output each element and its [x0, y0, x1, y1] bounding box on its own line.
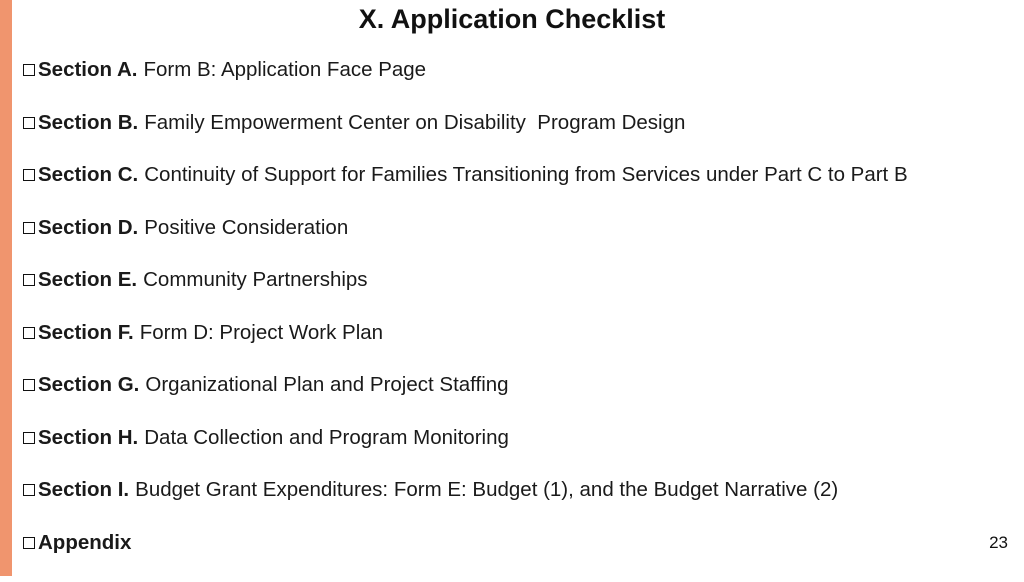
checkbox-icon	[23, 379, 35, 391]
checklist-item	[22, 530, 908, 582]
checkbox-icon	[23, 64, 35, 76]
section-label: Appendix	[38, 530, 131, 556]
checklist-item	[22, 57, 908, 110]
section-text: Form B: Application Face Page	[143, 57, 426, 83]
section-text: Budget Grant Expenditures: Form E: Budget (1), and the Budget Narrative (2)	[135, 477, 838, 503]
section-label: Section I.	[38, 477, 129, 503]
section-text: Community Partnerships	[143, 267, 367, 293]
page-title: X. Application Checklist	[0, 4, 1024, 35]
checkbox-icon	[23, 484, 35, 496]
checkbox-icon	[23, 222, 35, 234]
checklist-item	[22, 320, 908, 373]
page-number: 23	[989, 533, 1008, 553]
checklist-item	[22, 110, 908, 163]
section-text: Data Collection and Program Monitoring	[144, 425, 509, 451]
section-label: Section F.	[38, 320, 134, 346]
checkbox-icon	[23, 432, 35, 444]
section-label: Section C.	[38, 162, 138, 188]
section-text: Family Empowerment Center on Disability Program Design	[144, 110, 685, 136]
section-label: Section G.	[38, 372, 139, 398]
section-label: Section E.	[38, 267, 137, 293]
section-text: Organizational Plan and Project Staffing	[145, 372, 508, 398]
section-label: Section A.	[38, 57, 137, 83]
checklist-item	[22, 477, 908, 530]
checklist	[22, 57, 908, 582]
section-text: Form D: Project Work Plan	[140, 320, 383, 346]
checklist-item	[22, 162, 908, 215]
checklist-item	[22, 267, 908, 320]
checklist-item	[22, 425, 908, 478]
checklist-item	[22, 215, 908, 268]
checkbox-icon	[23, 537, 35, 549]
checkbox-icon	[23, 117, 35, 129]
section-text: Continuity of Support for Families Transitioning from Services under Part C to Part B	[144, 162, 907, 188]
section-label: Section H.	[38, 425, 138, 451]
checkbox-icon	[23, 327, 35, 339]
section-label: Section B.	[38, 110, 138, 136]
checklist-item	[22, 372, 908, 425]
accent-bar	[0, 0, 12, 576]
checkbox-icon	[23, 169, 35, 181]
section-label: Section D.	[38, 215, 138, 241]
checkbox-icon	[23, 274, 35, 286]
section-text: Positive Consideration	[144, 215, 348, 241]
